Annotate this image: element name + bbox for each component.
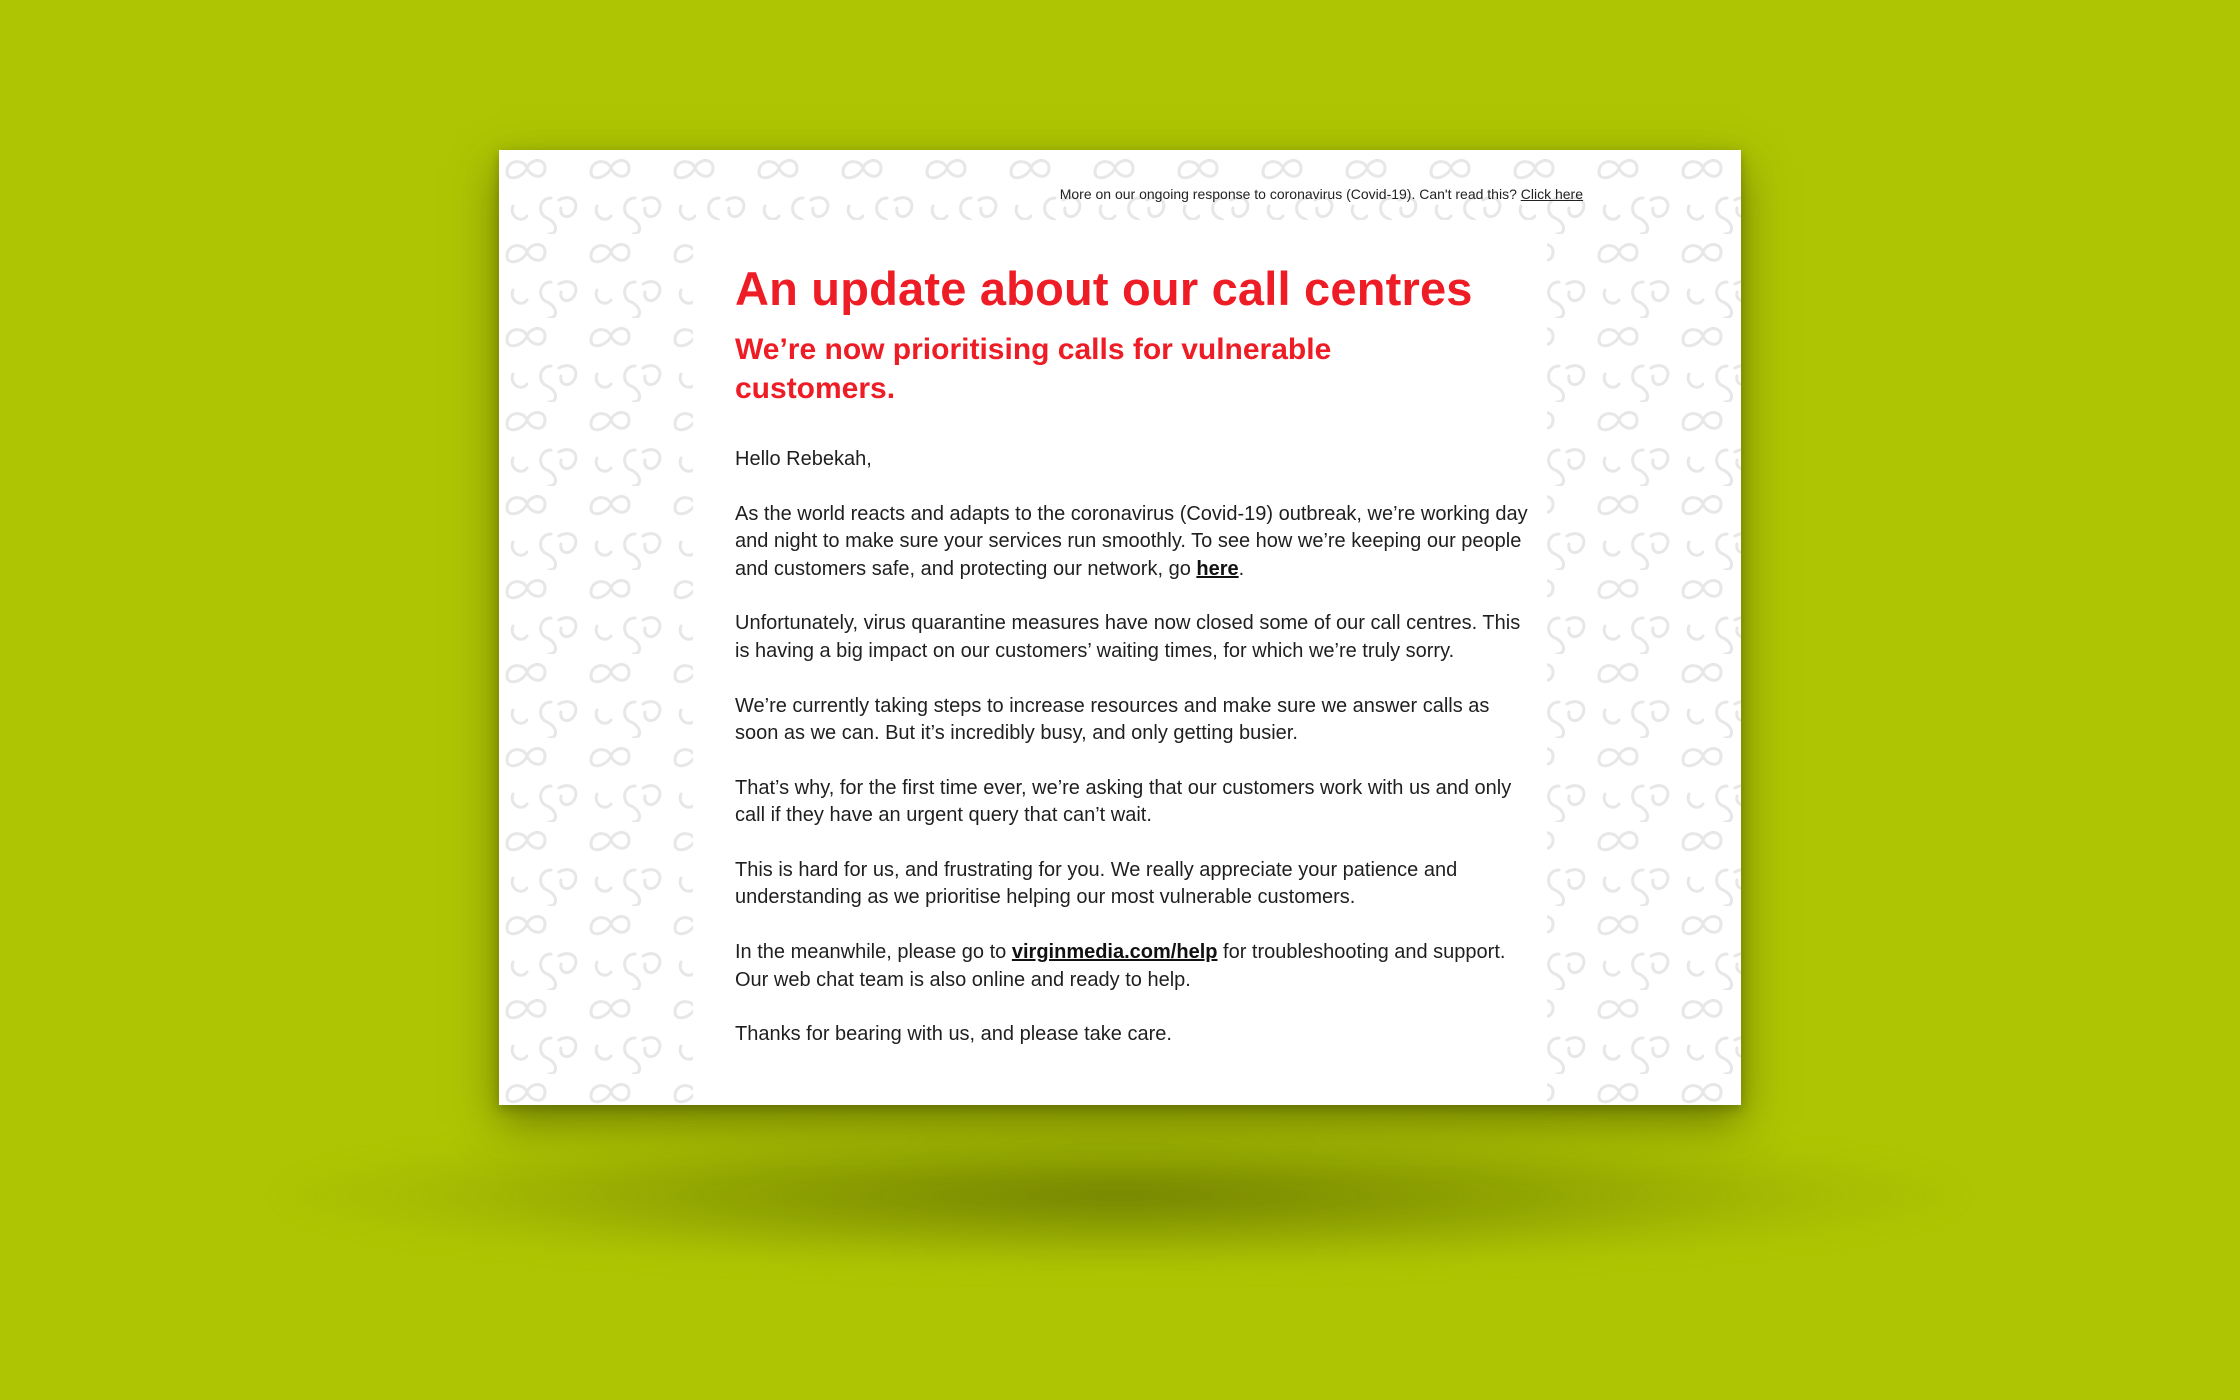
paragraph-2: Unfortunately, virus quarantine measures have now closed some of our call centres. This is having a big impact on our customers’ waiting times, for which we’re truly sorry. bbox=[735, 612, 1521, 662]
closing: Thanks for bearing with us, and please take care. bbox=[735, 1023, 1172, 1046]
greeting: Hello Rebekah, bbox=[735, 448, 872, 471]
email-content bbox=[735, 262, 1535, 1076]
paragraph-1-end: . bbox=[1238, 557, 1245, 580]
email-card bbox=[499, 150, 1741, 1105]
paragraph-4: That’s why, for the first time ever, we’re asking that our customers work with us and only call if they have an urgent query that can’t wait. bbox=[735, 776, 1512, 827]
paragraph-1 bbox=[735, 501, 1535, 583]
headline: An update about our call centres bbox=[735, 262, 1473, 315]
paragraph-3: We’re currently taking steps to increase resources and make sure we answer calls as soon as we can. But it’s incredibly busy, and only getting busier. bbox=[735, 694, 1490, 745]
paragraph-6-after: for troubleshooting and support. Our web chat team is also online and ready to help. bbox=[735, 941, 1506, 991]
virginmedia-help-link[interactable]: virginmedia.com/help bbox=[1011, 941, 1218, 964]
email-body bbox=[735, 446, 1535, 1049]
subheadline: We’re now prioritising calls for vulnerable customers. bbox=[735, 333, 1332, 406]
floor-shadow bbox=[280, 1120, 1960, 1270]
here-link[interactable]: here bbox=[1196, 557, 1239, 580]
preheader bbox=[1060, 186, 1583, 202]
paragraph-6-before: In the meanwhile, please go to bbox=[735, 941, 1007, 964]
paragraph-1-text: As the world reacts and adapts to the coronavirus (Covid-19) outbreak, we’re working day and night to make sure your services run smoothly. To see how we’re keeping our people and customers safe, and protecting our network, go bbox=[735, 502, 1528, 580]
click-here-link[interactable]: Click here bbox=[1520, 186, 1583, 202]
paragraph-5: This is hard for us, and frustrating for you. We really appreciate your patience and understanding as we prioritise helping our most vulnerable customers. bbox=[735, 859, 1458, 909]
preheader-text: More on our ongoing response to coronavirus (Covid-19). Can't read this? bbox=[1059, 186, 1517, 202]
paragraph-6 bbox=[735, 939, 1535, 994]
